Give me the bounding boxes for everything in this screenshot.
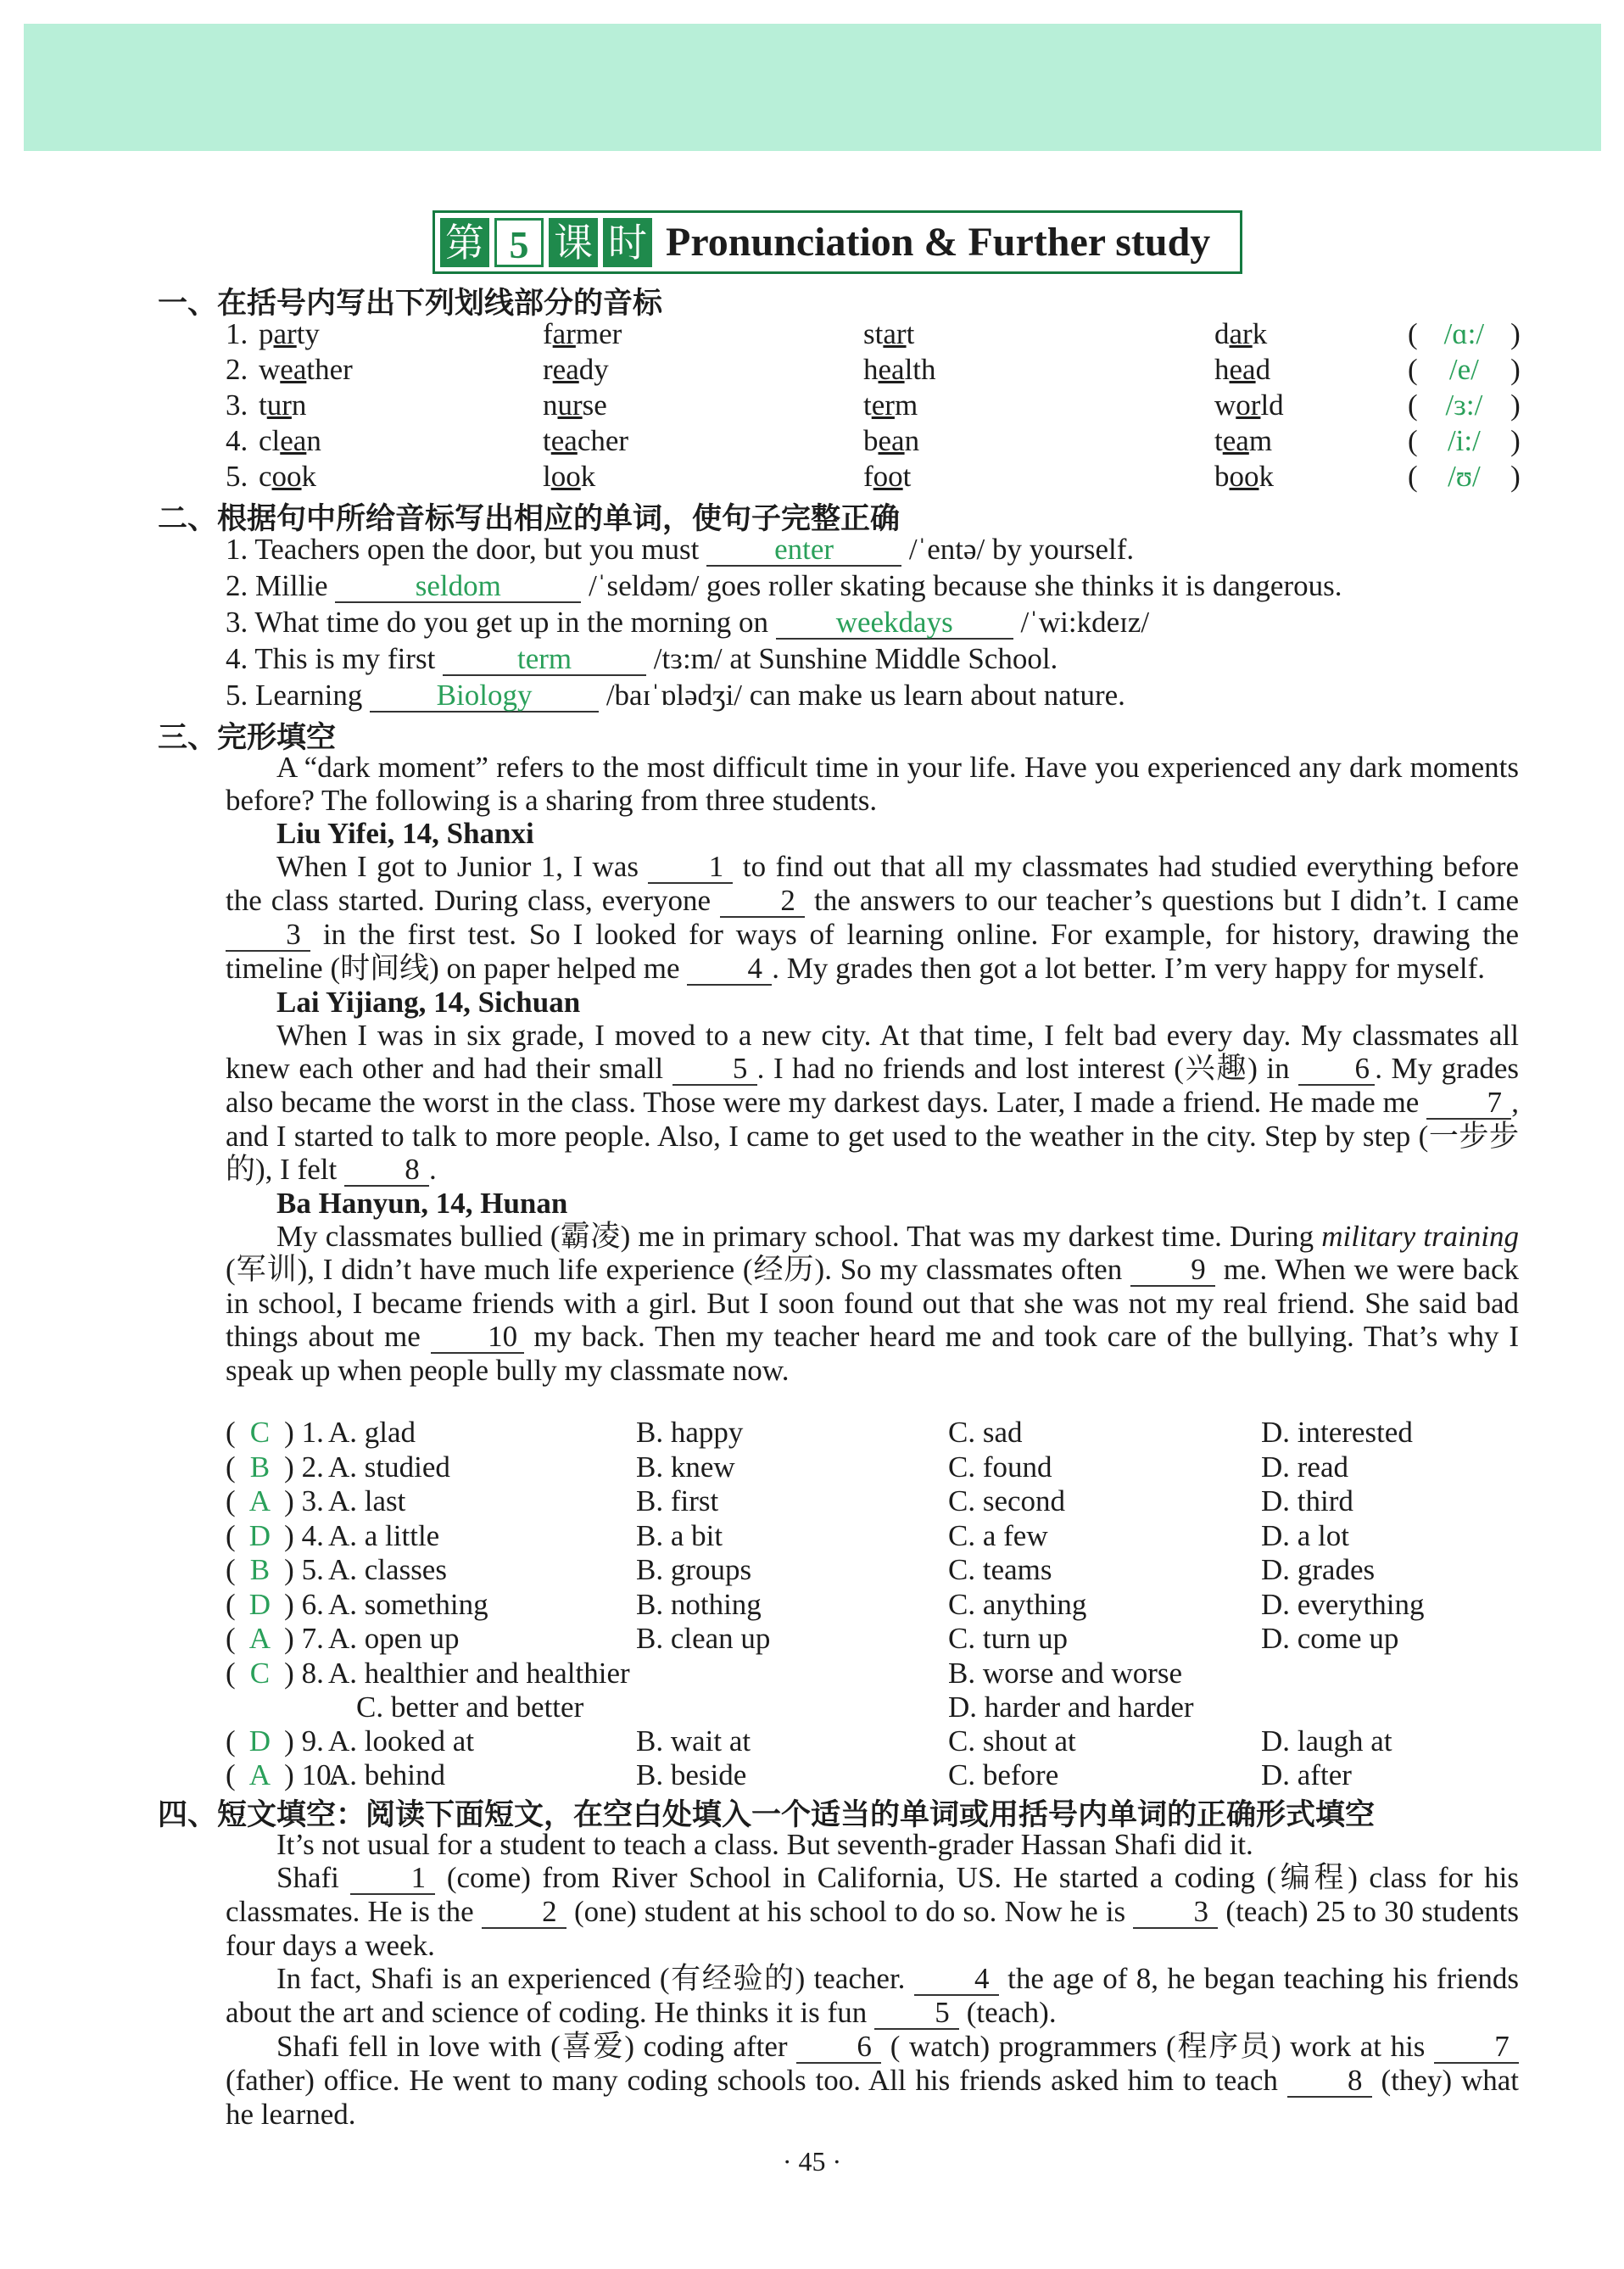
title-char: 时: [603, 218, 652, 267]
word: [863, 459, 911, 495]
phonetic-answer: ( /ʊ/ ): [1408, 460, 1521, 493]
blank[interactable]: 9: [1130, 1255, 1215, 1287]
word-part: t: [543, 424, 551, 457]
underlined-part: ea: [550, 424, 578, 457]
option-d[interactable]: D. read: [1261, 1450, 1349, 1484]
question-number: 3.: [301, 1484, 324, 1517]
blank[interactable]: 5: [874, 1998, 959, 2030]
option-c[interactable]: C. second: [948, 1484, 1066, 1517]
option-b[interactable]: B. knew: [636, 1450, 735, 1484]
question-number: 9.: [301, 1724, 324, 1758]
word-part: k: [301, 460, 317, 493]
word-part: cl: [259, 424, 281, 457]
underlined-part: ea: [878, 353, 905, 386]
sentence: [226, 532, 1134, 567]
word: [259, 388, 306, 423]
item-number: 2.: [226, 353, 248, 386]
page-number: · 45 ·: [782, 2146, 842, 2177]
word-part: lth: [904, 353, 936, 386]
option-a[interactable]: A. healthier and healthier: [328, 1656, 630, 1690]
answer-bracket: ( A ) 10.: [226, 1758, 339, 1791]
sentence-text: 3. What time do you get up in the morning on: [226, 606, 768, 639]
word: [1214, 459, 1274, 495]
paragraph: My classmates bullied (霸凌) me in primary school. That was my darkest time. During military training (军训), I didn’t have much life experience (经历). So my classmates often 9 me. When we were back in school, I became friends with a girl. But I soon found out that she was not my real friend. She said bad things about me 10 my back. Then my teacher heard me and took care of the bullying. That’s why I speak up when people bully my classmate now.: [226, 1220, 1520, 1387]
word-part: t: [863, 388, 872, 422]
underlined-part: oo: [271, 460, 302, 493]
word-part: d: [1214, 317, 1230, 350]
word-part: h: [863, 353, 879, 386]
answer-bracket: ( B ) 5.: [226, 1553, 324, 1586]
underlined-part: oo: [550, 460, 581, 493]
option-d[interactable]: D. interested: [1261, 1416, 1413, 1449]
option-d[interactable]: D. third: [1261, 1484, 1353, 1517]
option-d[interactable]: D. grades: [1261, 1553, 1376, 1586]
word-part: n: [543, 388, 558, 422]
section3-heading: 三、完形填空: [158, 721, 337, 755]
title-char: 课: [549, 218, 598, 267]
word: [259, 459, 316, 495]
answer-bracket: ( A ) 7.: [226, 1622, 324, 1655]
word-part: k: [1252, 317, 1268, 350]
word-part: ty: [296, 317, 320, 350]
title-char: 第: [440, 218, 489, 267]
choice-answer: D: [248, 1518, 271, 1552]
option-c[interactable]: C. teams: [948, 1553, 1052, 1586]
item-number: 1.: [226, 317, 248, 350]
word-part: b: [863, 424, 879, 457]
cloze-intro: A “dark moment” refers to the most difficult time in your life. Have you experienced any dark moments before? The following is a sharing from three students.: [226, 751, 1519, 817]
word-part: t: [902, 460, 912, 493]
choice-answer: B: [249, 1450, 271, 1484]
option-a[interactable]: A. looked at: [328, 1724, 475, 1758]
choice-answer: D: [248, 1724, 271, 1758]
question-number: 6.: [301, 1587, 324, 1621]
answer-bracket: ( C ) 1.: [226, 1416, 324, 1449]
option-b[interactable]: B. first: [636, 1484, 719, 1517]
word: [259, 316, 320, 352]
blank[interactable]: 7: [1426, 1087, 1511, 1120]
lesson-title: [433, 210, 1242, 274]
sentence: [226, 678, 1125, 713]
question-number: 7.: [301, 1622, 324, 1655]
option-a[interactable]: A. glad: [328, 1416, 416, 1449]
answer-blank[interactable]: Biology: [370, 680, 599, 713]
sentence-text: /ˈentə/ by yourself.: [908, 533, 1135, 566]
option-b[interactable]: B. nothing: [636, 1587, 762, 1621]
option-a[interactable]: A. something: [328, 1587, 488, 1621]
answer-blank[interactable]: term: [443, 644, 646, 676]
option-b[interactable]: B. a bit: [636, 1518, 723, 1552]
phonetic-answer: ( /e/ ): [1408, 353, 1521, 386]
word-part: st: [863, 317, 884, 350]
word-part: cher: [577, 424, 629, 457]
word-part: n: [904, 424, 920, 457]
student-name: Lai Yijiang, 14, Sichuan: [276, 986, 581, 1019]
word: [543, 316, 622, 352]
header-band: [24, 24, 1601, 151]
option-b[interactable]: B. happy: [636, 1416, 744, 1449]
option-d[interactable]: D. after: [1261, 1758, 1352, 1791]
answer: /e/: [1448, 353, 1479, 386]
blank[interactable]: 3: [226, 919, 310, 952]
underlined-part: ar: [883, 317, 907, 350]
word-part: f: [863, 460, 873, 493]
option-d[interactable]: D. a lot: [1261, 1518, 1350, 1552]
answer-bracket: ( D ) 9.: [226, 1724, 324, 1758]
sentence-text: 4. This is my first: [226, 642, 436, 675]
underlined-part: ur: [557, 388, 583, 422]
word: [863, 423, 919, 459]
student-name: Liu Yifei, 14, Shanxi: [276, 817, 534, 850]
item-number: 3.: [226, 388, 248, 422]
word: [543, 459, 595, 495]
sentence-text: 5. Learning: [226, 679, 363, 712]
blank[interactable]: 4: [914, 1964, 999, 1996]
paragraph: When I got to Junior 1, I was 1 to find out that all my classmates had studied everything before the class started. During class, everyone 2 the answers to our teacher’s questions but I didn’t. I came 3 in the first test. So I looked for ways of learning online. For example, for history, drawing the timeline (时间线) on paper helped me 4 . My grades then got a lot better. I’m very happy for myself.: [226, 850, 1520, 985]
option-b[interactable]: B. groups: [636, 1553, 752, 1586]
word-part: m: [1248, 424, 1273, 457]
option-c[interactable]: C. shout at: [948, 1724, 1076, 1758]
sentence: [226, 641, 1058, 677]
word-part: p: [259, 317, 274, 350]
option-a[interactable]: A. classes: [328, 1553, 447, 1586]
option-d[interactable]: D. everything: [1261, 1587, 1425, 1621]
paragraph: When I was in six grade, I moved to a new city. At that time, I felt bad every day. My classmates all knew each other and had their small 5 . I had no friends and lost interest (兴趣) in 6 . My grades also became the worst in the class. Those were my darkest days. Later, I made a friend. He made me 7 , and I started to talk to more people. Also, I came to get used to the weather in the city. Step by step (一步步的), I felt 8 .: [226, 1019, 1520, 1186]
title-number: 5: [494, 218, 544, 267]
question-number: 8.: [301, 1656, 324, 1690]
underlined-part: ea: [552, 353, 579, 386]
answer-bracket: ( C ) 8.: [226, 1656, 324, 1690]
blank[interactable]: 4: [687, 953, 772, 986]
choice-answer: C: [249, 1416, 271, 1449]
question-number: 5.: [301, 1553, 324, 1586]
answer-blank[interactable]: seldom: [335, 571, 581, 603]
word-part: m: [894, 388, 918, 422]
underlined-part: ea: [1222, 424, 1249, 457]
answer: /ɜ:/: [1445, 388, 1483, 422]
option-b[interactable]: B. worse and worse: [948, 1656, 1183, 1690]
word-part: mer: [575, 317, 622, 350]
sentence-text: /baɪˈɒlədʒi/ can make us learn about nature.: [606, 679, 1125, 712]
answer: /ɑ:/: [1443, 317, 1485, 350]
choice-answer: A: [248, 1622, 271, 1655]
option-a[interactable]: A. open up: [328, 1622, 460, 1655]
sentence: [226, 605, 1149, 640]
blank[interactable]: 5: [672, 1053, 757, 1086]
word-part: l: [543, 460, 551, 493]
word-part: t: [1214, 424, 1223, 457]
option-b[interactable]: B. clean up: [636, 1622, 771, 1655]
question-number: 1.: [301, 1416, 324, 1449]
word-part: ther: [306, 353, 353, 386]
blank[interactable]: 8: [344, 1154, 429, 1187]
word: [259, 352, 353, 388]
sentence-text: /tɜ:m/ at Sunshine Middle School.: [653, 642, 1058, 675]
answer-bracket: ( A ) 3.: [226, 1484, 324, 1517]
answer: /ʊ/: [1448, 460, 1481, 493]
answer-blank[interactable]: enter: [706, 534, 901, 567]
blank[interactable]: 8: [1287, 2065, 1372, 2098]
option-a[interactable]: A. last: [328, 1484, 406, 1517]
underlined-part: ea: [280, 424, 307, 457]
word-part: t: [906, 317, 915, 350]
section4-heading: 四、短文填空：阅读下面短文，在空白处填入一个适当的单词或用括号内单词的正确形式填空: [158, 1798, 1376, 1832]
answer: /i:/: [1447, 424, 1481, 457]
underlined-part: ea: [1229, 353, 1256, 386]
underlined-part: ur: [266, 388, 292, 422]
word-part: d: [1255, 353, 1271, 386]
paragraph: Shafi fell in love with (喜爱) coding after 6 ( watch) programmers (程序员) work at his 7 (father) office. He went to many coding schools too. All his friends asked him to teach 8 (they) what he learned.: [226, 2030, 1519, 2131]
underlined-part: er: [871, 388, 895, 422]
question-number: 4.: [301, 1518, 324, 1552]
blank[interactable]: 3: [1133, 1897, 1218, 1929]
blank[interactable]: 7: [1434, 2031, 1519, 2064]
option-c[interactable]: C. before: [948, 1758, 1059, 1791]
option-c[interactable]: C. a few: [948, 1518, 1048, 1552]
option-b[interactable]: B. beside: [636, 1758, 747, 1791]
sentence: [226, 568, 1342, 604]
blank[interactable]: 1: [648, 852, 733, 884]
word: [259, 423, 321, 459]
option-d[interactable]: D. harder and harder: [948, 1690, 1194, 1724]
word-part: k: [580, 460, 596, 493]
blank[interactable]: 10: [431, 1322, 524, 1354]
underlined-part: ar: [273, 317, 297, 350]
option-c[interactable]: C. turn up: [948, 1622, 1068, 1655]
word-part: w: [1214, 388, 1236, 422]
student-name: Ba Hanyun, 14, Hunan: [276, 1187, 568, 1220]
blank[interactable]: 6: [1298, 1053, 1375, 1086]
section2-heading: 二、根据句中所给音标写出相应的单词，使句子完整正确: [158, 502, 901, 536]
choice-answer: D: [248, 1587, 271, 1621]
word-part: r: [543, 353, 553, 386]
sentence-text: 2. Millie: [226, 569, 328, 602]
word-part: c: [259, 460, 272, 493]
sentence-text: /ˈseldəm/ goes roller skating because she thinks it is dangerous.: [589, 569, 1342, 602]
word: [1214, 423, 1272, 459]
choice-answer: A: [248, 1758, 271, 1791]
answer-bracket: ( D ) 6.: [226, 1587, 324, 1621]
word-part: n: [306, 424, 321, 457]
word: [863, 316, 914, 352]
word: [863, 352, 936, 388]
choice-answer: C: [249, 1656, 271, 1690]
word: [543, 388, 607, 423]
word: [1214, 352, 1270, 388]
word-part: n: [291, 388, 307, 422]
word: [1214, 388, 1284, 423]
word: [543, 352, 609, 388]
option-a[interactable]: A. behind: [328, 1758, 446, 1791]
underlined-part: oo: [1229, 460, 1259, 493]
word-part: ld: [1260, 388, 1284, 422]
section1-heading: 一、在括号内写出下列划线部分的音标: [158, 287, 663, 321]
fill-passage: [226, 1828, 1519, 2131]
choice-answer: B: [249, 1553, 271, 1586]
word: [1214, 316, 1267, 352]
paragraph: Shafi 1 (come) from River School in California, US. He started a coding (编程) class for his classmates. He is the 2 (one) student at his school to do so. Now he is 3 (teach) 25 to 30 students four days a week.: [226, 1861, 1520, 1962]
blank[interactable]: 1: [350, 1863, 435, 1895]
option-b[interactable]: B. wait at: [636, 1724, 751, 1758]
option-a[interactable]: A. a little: [328, 1518, 440, 1552]
sentence-text: /ˈwi:kdeɪz/: [1020, 606, 1150, 639]
option-c[interactable]: C. sad: [948, 1416, 1023, 1449]
title-text: Pronunciation & Further study: [666, 220, 1211, 265]
underlined-part: ea: [878, 424, 905, 457]
word-part: b: [1214, 460, 1230, 493]
choice-answer: A: [248, 1484, 271, 1517]
blank[interactable]: 2: [720, 886, 805, 918]
word-part: t: [259, 388, 267, 422]
answer-blank[interactable]: weekdays: [776, 607, 1013, 640]
underlined-part: or: [1236, 388, 1261, 422]
paragraph: It’s not usual for a student to teach a class. But seventh-grader Hassan Shafi did it.: [276, 1828, 1253, 1861]
word: [863, 388, 918, 423]
question-number: 10.: [301, 1758, 339, 1791]
option-c[interactable]: C. better and better: [356, 1690, 584, 1724]
word-part: k: [1258, 460, 1274, 493]
phonetic-answer: ( /i:/ ): [1408, 424, 1521, 457]
option-a[interactable]: A. studied: [328, 1450, 450, 1484]
option-d[interactable]: D. come up: [1261, 1622, 1399, 1655]
word-part: f: [543, 317, 553, 350]
blank[interactable]: 2: [482, 1897, 566, 1929]
question-number: 2.: [301, 1450, 324, 1484]
cloze-passage: [226, 751, 1519, 1387]
paragraph: In fact, Shafi is an experienced (有经验的) teacher. 4 the age of 8, he began teaching his friends about the art and science of coding. He thinks it is fun 5 (teach).: [226, 1962, 1519, 2029]
word-part: se: [582, 388, 607, 422]
option-d[interactable]: D. laugh at: [1261, 1724, 1392, 1758]
option-c[interactable]: C. found: [948, 1450, 1052, 1484]
phonetic-answer: ( /ɑ:/ ): [1408, 317, 1521, 350]
blank[interactable]: 6: [796, 2031, 881, 2064]
word: [543, 423, 628, 459]
underlined-part: ea: [280, 353, 307, 386]
word-part: w: [259, 353, 281, 386]
underlined-part: ar: [1229, 317, 1253, 350]
underlined-part: oo: [873, 460, 903, 493]
phonetic-answer: ( /ɜ:/ ): [1408, 388, 1521, 422]
sentence-text: 1. Teachers open the door, but you must: [226, 533, 700, 566]
word-part: dy: [578, 353, 609, 386]
word-part: h: [1214, 353, 1230, 386]
answer-bracket: ( B ) 2.: [226, 1450, 324, 1484]
option-c[interactable]: C. anything: [948, 1587, 1087, 1621]
item-number: 4.: [226, 424, 248, 457]
item-number: 5.: [226, 460, 248, 493]
underlined-part: ar: [552, 317, 576, 350]
answer-bracket: ( D ) 4.: [226, 1518, 324, 1552]
